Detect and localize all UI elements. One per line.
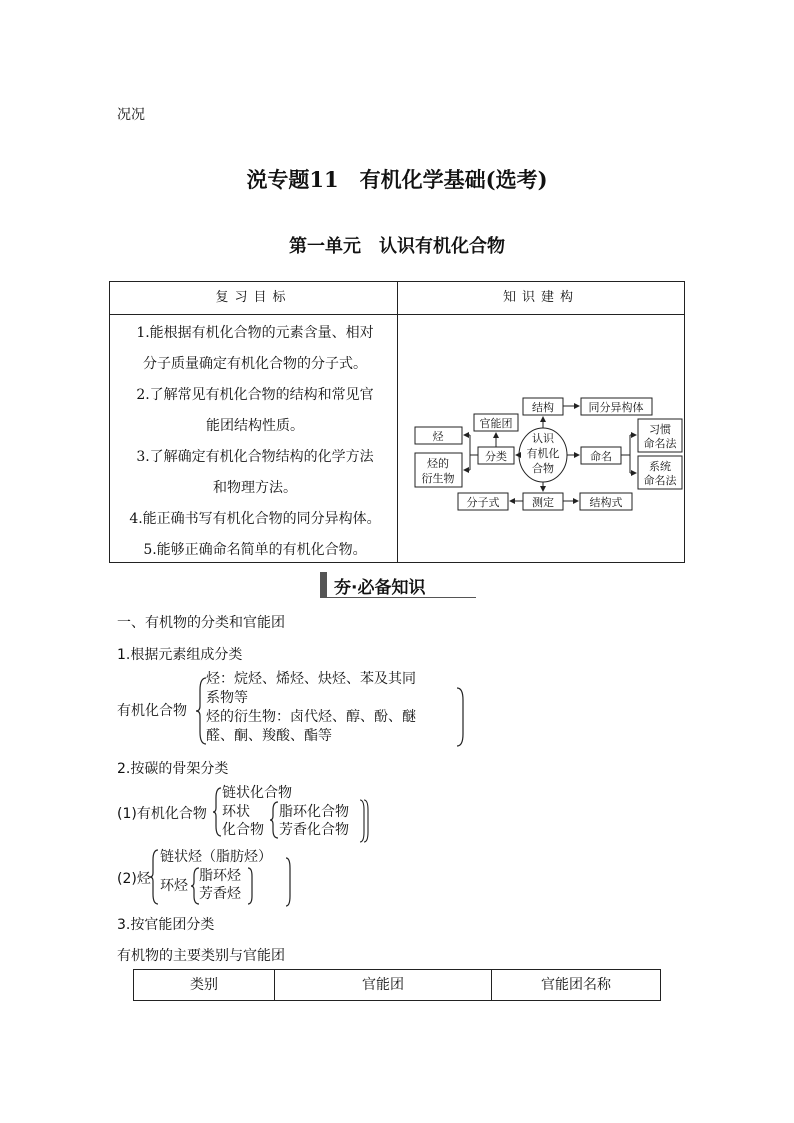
tree-line: 芳香烃: [199, 886, 241, 902]
tree-root: (1)有机化合物: [117, 806, 207, 822]
tree-line: 系物等: [206, 690, 248, 706]
banner-text: 夯·必备知识: [334, 578, 426, 598]
goal-line: 和物理方法。: [213, 480, 297, 496]
center-text: 有机化: [526, 447, 560, 460]
node-common-naming-label: 习惯: [649, 423, 671, 436]
goal-line: 能团结构性质。: [206, 418, 304, 434]
table-header-cell: 官能团: [275, 970, 492, 1000]
node-molecular-formula-label: 分子式: [466, 496, 500, 509]
node-derivative-label: 衍生物: [421, 472, 455, 485]
node-determination-label: 测定: [532, 496, 554, 509]
node-common-naming-label: 命名法: [643, 437, 677, 450]
col-header-goals: 复习目标: [110, 282, 397, 315]
sub-heading: 2.按碳的骨架分类: [117, 761, 229, 777]
node-structural-formula-label: 结构式: [589, 496, 623, 509]
corner-text: 况况: [117, 107, 145, 123]
tree-line: 烃的衍生物：卤代烃、醇、酚、醚: [206, 709, 416, 725]
table-header-cell: 类别: [134, 970, 275, 1000]
page-title: 涚专题11 有机化学基础(选考): [246, 167, 548, 192]
node-systematic-naming-label: 系统: [649, 460, 671, 473]
center-text: 认识: [532, 432, 554, 445]
tree-line: 芳香化合物: [279, 822, 349, 838]
tree-line: 烃：烷烃、烯烃、炔烃、苯及其同: [206, 671, 416, 687]
tree-root: 有机化合物: [117, 703, 187, 719]
goals-list: [114, 318, 396, 566]
sub-heading: 3.按官能团分类: [117, 917, 215, 933]
node-functional-group-label: 官能团: [479, 417, 513, 430]
table-caption: 有机物的主要类别与官能团: [117, 948, 285, 964]
goal-line: 2.了解常见有机化合物的结构和常见官: [136, 387, 374, 403]
sub-heading: 1.根据元素组成分类: [117, 647, 243, 663]
right-brace: [455, 686, 467, 748]
banner-underline: [320, 597, 476, 598]
tree-line: 链状化合物: [222, 785, 292, 801]
node-derivative-label: 烃的: [427, 457, 449, 470]
right-brace: [284, 856, 292, 908]
center-text: 合物: [532, 462, 554, 475]
node-naming-label: 命名: [590, 450, 612, 463]
right-brace: [358, 798, 370, 844]
tree-line: 链状烃（脂肪烃）: [160, 849, 272, 865]
section-heading: 一、有机物的分类和官能团: [117, 615, 285, 631]
table-header-cell: 官能团名称: [541, 977, 611, 993]
node-systematic-naming-label: 命名法: [643, 474, 677, 487]
banner-bar: [320, 572, 327, 598]
tree-line: 醛、酮、羧酸、酯等: [206, 728, 332, 744]
functional-group-table: [133, 969, 661, 1001]
tree-line: 环状: [222, 804, 250, 820]
section-banner: [320, 572, 476, 598]
tree-line: 化合物: [222, 822, 264, 838]
tree-line: 脂环化合物: [279, 804, 349, 820]
tree-line: 脂环烃: [199, 868, 241, 884]
goal-line: 1.能根据有机化合物的元素含量、相对: [136, 325, 374, 341]
tree-line: 环烃: [160, 878, 188, 894]
goal-line: 5.能够正确命名简单的有机化合物。: [143, 542, 367, 558]
unit-subtitle: 第一单元 认识有机化合物: [289, 236, 505, 257]
node-structure-label: 结构: [532, 401, 554, 414]
node-classification-label: 分类: [485, 450, 507, 463]
goal-line: 4.能正确书写有机化合物的同分异构体。: [129, 511, 381, 527]
node-hydrocarbon-label: 烃: [432, 430, 444, 443]
tree-branch-list: [206, 670, 416, 746]
col-header-knowledge: 知识建构: [398, 282, 684, 315]
left-brace: [150, 848, 160, 906]
review-table: [109, 281, 685, 563]
goal-line: 分子质量确定有机化合物的分子式。: [143, 356, 367, 372]
right-brace: [246, 866, 254, 906]
knowledge-diagram: [398, 315, 684, 561]
tree-root: (2)烃: [117, 871, 151, 887]
node-isomer-label: 同分异构体: [588, 401, 644, 414]
goal-line: 3.了解确定有机化合物结构的化学方法: [136, 449, 374, 465]
